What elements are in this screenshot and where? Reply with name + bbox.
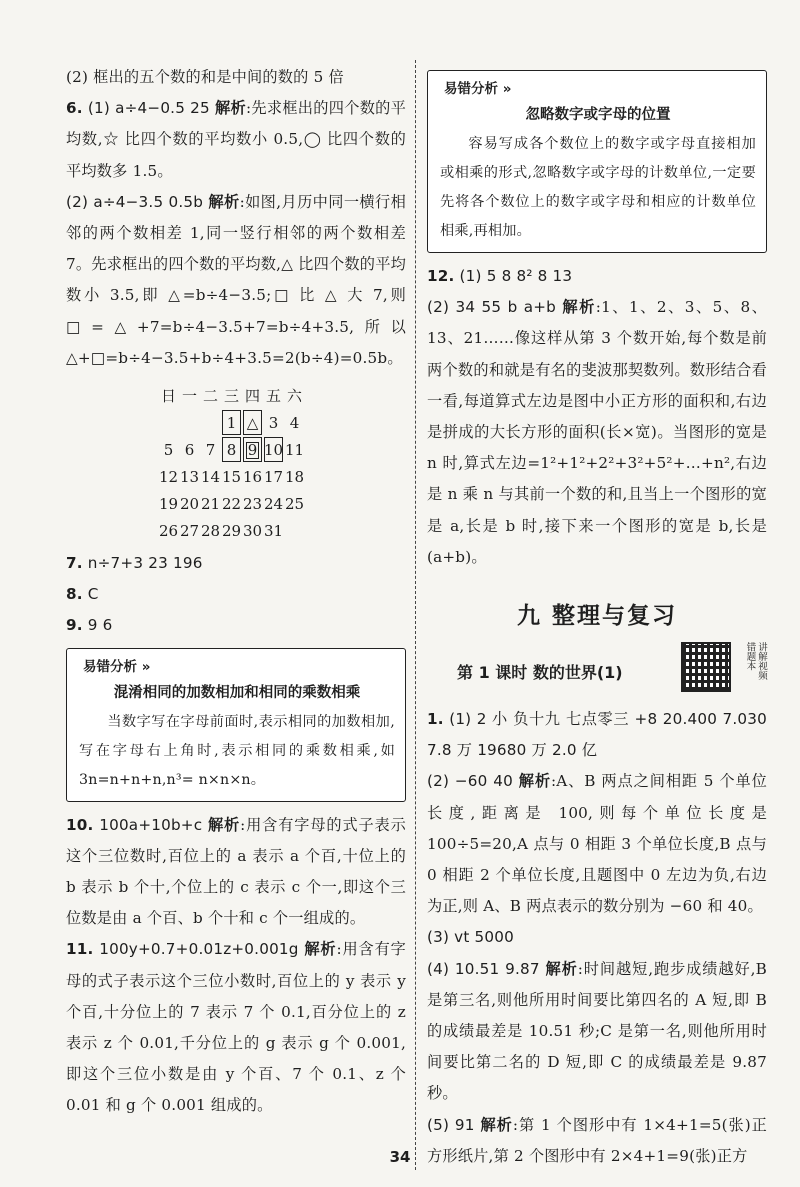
cal-cell: 7 bbox=[205, 440, 216, 459]
q6-part1: 6. (1) a÷4−0.5 25 解析:先求框出的四个数的平均数,☆ 比四个数的平均数小 0.5,◯ 比四个数的平均数多 1.5。 bbox=[66, 99, 407, 180]
cal-cell-boxed: 1 bbox=[221, 409, 242, 436]
cal-cell-boxed bbox=[242, 436, 263, 463]
column-divider bbox=[415, 60, 416, 1170]
cal-header: 日 bbox=[160, 387, 176, 406]
q9: 9. 9 6 bbox=[66, 616, 113, 635]
cal-cell: 4 bbox=[289, 413, 300, 432]
cal-cell: 24 bbox=[263, 494, 284, 513]
cal-cell bbox=[200, 409, 221, 436]
cal-header: 三 bbox=[223, 387, 239, 406]
cal-cell: 28 bbox=[200, 521, 221, 540]
box-tag: 易错分析 » bbox=[83, 658, 151, 675]
q10: 10. 100a+10b+c 解析:用含有字母的式子表示这个三位数时,百位上的 a 表示 a 个百,十位上的 b 表示 b 个十,个位上的 c 表示 c 个一,即这个三位数是由 a 个百、b 个十和 c 个一组成的。 bbox=[66, 815, 406, 928]
q12-part1: 12. (1) 5 8 8² 8 13 bbox=[427, 267, 573, 285]
cal-cell: 22 bbox=[221, 494, 242, 513]
cal-cell: 11 bbox=[284, 440, 305, 459]
cal-cell: 6 bbox=[184, 440, 195, 459]
qr-code-icon[interactable] bbox=[681, 642, 731, 692]
q1-part1: 1. (1) 2 小 负十九 七点零三 +8 20.400 7.030 7.8 万 19680 万 2.0 亿 bbox=[427, 710, 767, 760]
box-text: 容易写成各个数位上的数字或字母直接相加或相乘的形式,忽略数字或字母的计数单位,一定要先将各个数位上的数字或字母和相应的计数单位相乘,再相加。 bbox=[440, 136, 756, 239]
cal-cell: 12 bbox=[158, 467, 179, 486]
cal-header: 一 bbox=[181, 387, 197, 406]
q7: 7. n÷7+3 23 196 bbox=[66, 554, 203, 573]
cal-cell: 17 bbox=[263, 467, 284, 486]
q1-part3: (3) vt 5000 bbox=[427, 928, 514, 947]
page-number: 34 bbox=[389, 1148, 411, 1166]
q11: 11. 100y+0.7+0.01z+0.001g 解析:用含有字母的式子表示这个三位小数时,百位上的 y 表示 y 个百,十分位上的 7 表示 7 个 0.1,百分位上的 z 表示 z 个 0.01,千分位上的 g 表示 g 个 0.001,即这个三位小数是由 y 个百、7 个 0.1、z 个 0.01 和 g 个 0.001 组成的。 bbox=[66, 940, 407, 1115]
qr-label: 讲解视频 错题本 bbox=[744, 642, 767, 681]
cal-cell bbox=[158, 409, 179, 436]
box-title: 忽略数字或字母的位置 bbox=[525, 107, 671, 123]
lesson-header bbox=[427, 642, 767, 698]
cal-header: 四 bbox=[244, 387, 260, 406]
cal-cell: 20 bbox=[179, 494, 200, 513]
cal-cell-boxed: △ bbox=[242, 409, 263, 436]
right-column bbox=[427, 70, 767, 1172]
q6-part2: (2) a÷4−3.5 0.5b 解析:如图,月历中同一横行相邻的两个数相差 1,同一竖行相邻的两个数相差 7。先求框出的四个数的平均数,△ 比四个数的平均数小 3.5,即 △=b÷4−3.5;□ 比 △ 大 7,则 □=△+7=b÷4−3.5+7=b÷4+3.5,所以 △+□=b÷4−3.5+b÷4+3.5=2(b÷4)=0.5b。 bbox=[66, 192, 406, 367]
q1-part5: (5) 91 解析:第 1 个图形中有 1×4+1=5(张)正方形纸片,第 2 个图形中有 2×4+1=9(张)正方 bbox=[427, 1115, 768, 1165]
cal-cell: 31 bbox=[263, 521, 284, 540]
cal-cell bbox=[284, 517, 305, 544]
q8: 8. C bbox=[66, 585, 99, 604]
section-title: 九 整理与复习 bbox=[516, 603, 677, 630]
q1-part2: (2) −60 40 解析:A、B 两点之间相距 5 个单位长度,距离是 100,则每个单位长度是 100÷5=20,A 点与 0 相距 3 个单位长度,B 点与 0 相距 2 个单位长度,且题图中 0 左边为负,右边为正,则 A、B 两点表示的数分别为 −60 和 40。 bbox=[427, 772, 768, 916]
cal-header: 五 bbox=[265, 387, 281, 406]
cal-cell: 29 bbox=[221, 521, 242, 540]
cal-cell-boxed: 8 bbox=[221, 436, 242, 463]
cal-cell: 5 bbox=[163, 440, 174, 459]
q1-part4: (4) 10.51 9.87 解析:时间越短,跑步成绩越好,B 是第三名,则他所用时间要比第四名的 A 短,即 B 的成绩最差是 10.51 秒;C 是第一名,则他所用时间要比第二名的 D 短,即 C 的成绩最差是 9.87 秒。 bbox=[427, 959, 768, 1103]
cal-cell: 13 bbox=[179, 467, 200, 486]
cal-cell: 19 bbox=[158, 494, 179, 513]
cal-cell: 23 bbox=[242, 494, 263, 513]
q5-part2: (2) 框出的五个数的和是中间的数的 5 倍 bbox=[66, 68, 344, 86]
cal-cell: 3 bbox=[268, 413, 279, 432]
cal-cell: 16 bbox=[242, 467, 263, 486]
error-analysis-box bbox=[66, 648, 406, 802]
cal-cell: 26 bbox=[158, 521, 179, 540]
calendar bbox=[158, 382, 305, 544]
cal-cell: 15 bbox=[221, 467, 242, 486]
cal-cell: 18 bbox=[284, 467, 305, 486]
box-title: 混淆相同的加数相加和相同的乘数相乘 bbox=[113, 684, 361, 701]
cal-cell: 21 bbox=[200, 494, 221, 513]
error-analysis-box bbox=[427, 70, 767, 253]
cal-header: 六 bbox=[286, 387, 302, 406]
lesson-title: 第 1 课时 数的世界(1) bbox=[457, 663, 623, 683]
square-mark: 9 bbox=[247, 440, 258, 459]
cal-cell: 14 bbox=[200, 467, 221, 486]
q12-part2: (2) 34 55 b a+b 解析:1、1、2、3、5、8、13、21……像这样从第 3 个数开始,每个数是前两个数的和就是有名的斐波那契数列。数形结合看一看,每道算式左边是图中小正方形的面积和,右边是拼成的大长方形的面积(长×宽)。当图形的宽是 n 时,算式左边=1²+1²+2²+3²+5²+…+n²,右边是 n 乘 n 与其前一个数的和,且当上一个图形的宽是 a,长是 b 时,接下来一个图形的宽是 b,长是 (a+b)。 bbox=[427, 298, 767, 566]
cal-cell: 30 bbox=[242, 521, 263, 540]
box-tag: 易错分析 » bbox=[444, 81, 512, 97]
cal-cell: 27 bbox=[179, 521, 200, 540]
cal-cell-boxed: 10 bbox=[263, 436, 284, 463]
cal-cell: 25 bbox=[284, 494, 305, 513]
box-text: 当数字写在字母前面时,表示相同的加数相加,写在字母右上角时,表示相同的乘数相乘,如 3n=n+n+n,n³= n×n×n。 bbox=[79, 713, 395, 788]
cal-header: 二 bbox=[202, 387, 218, 406]
left-column bbox=[66, 62, 406, 1122]
cal-cell bbox=[179, 409, 200, 436]
